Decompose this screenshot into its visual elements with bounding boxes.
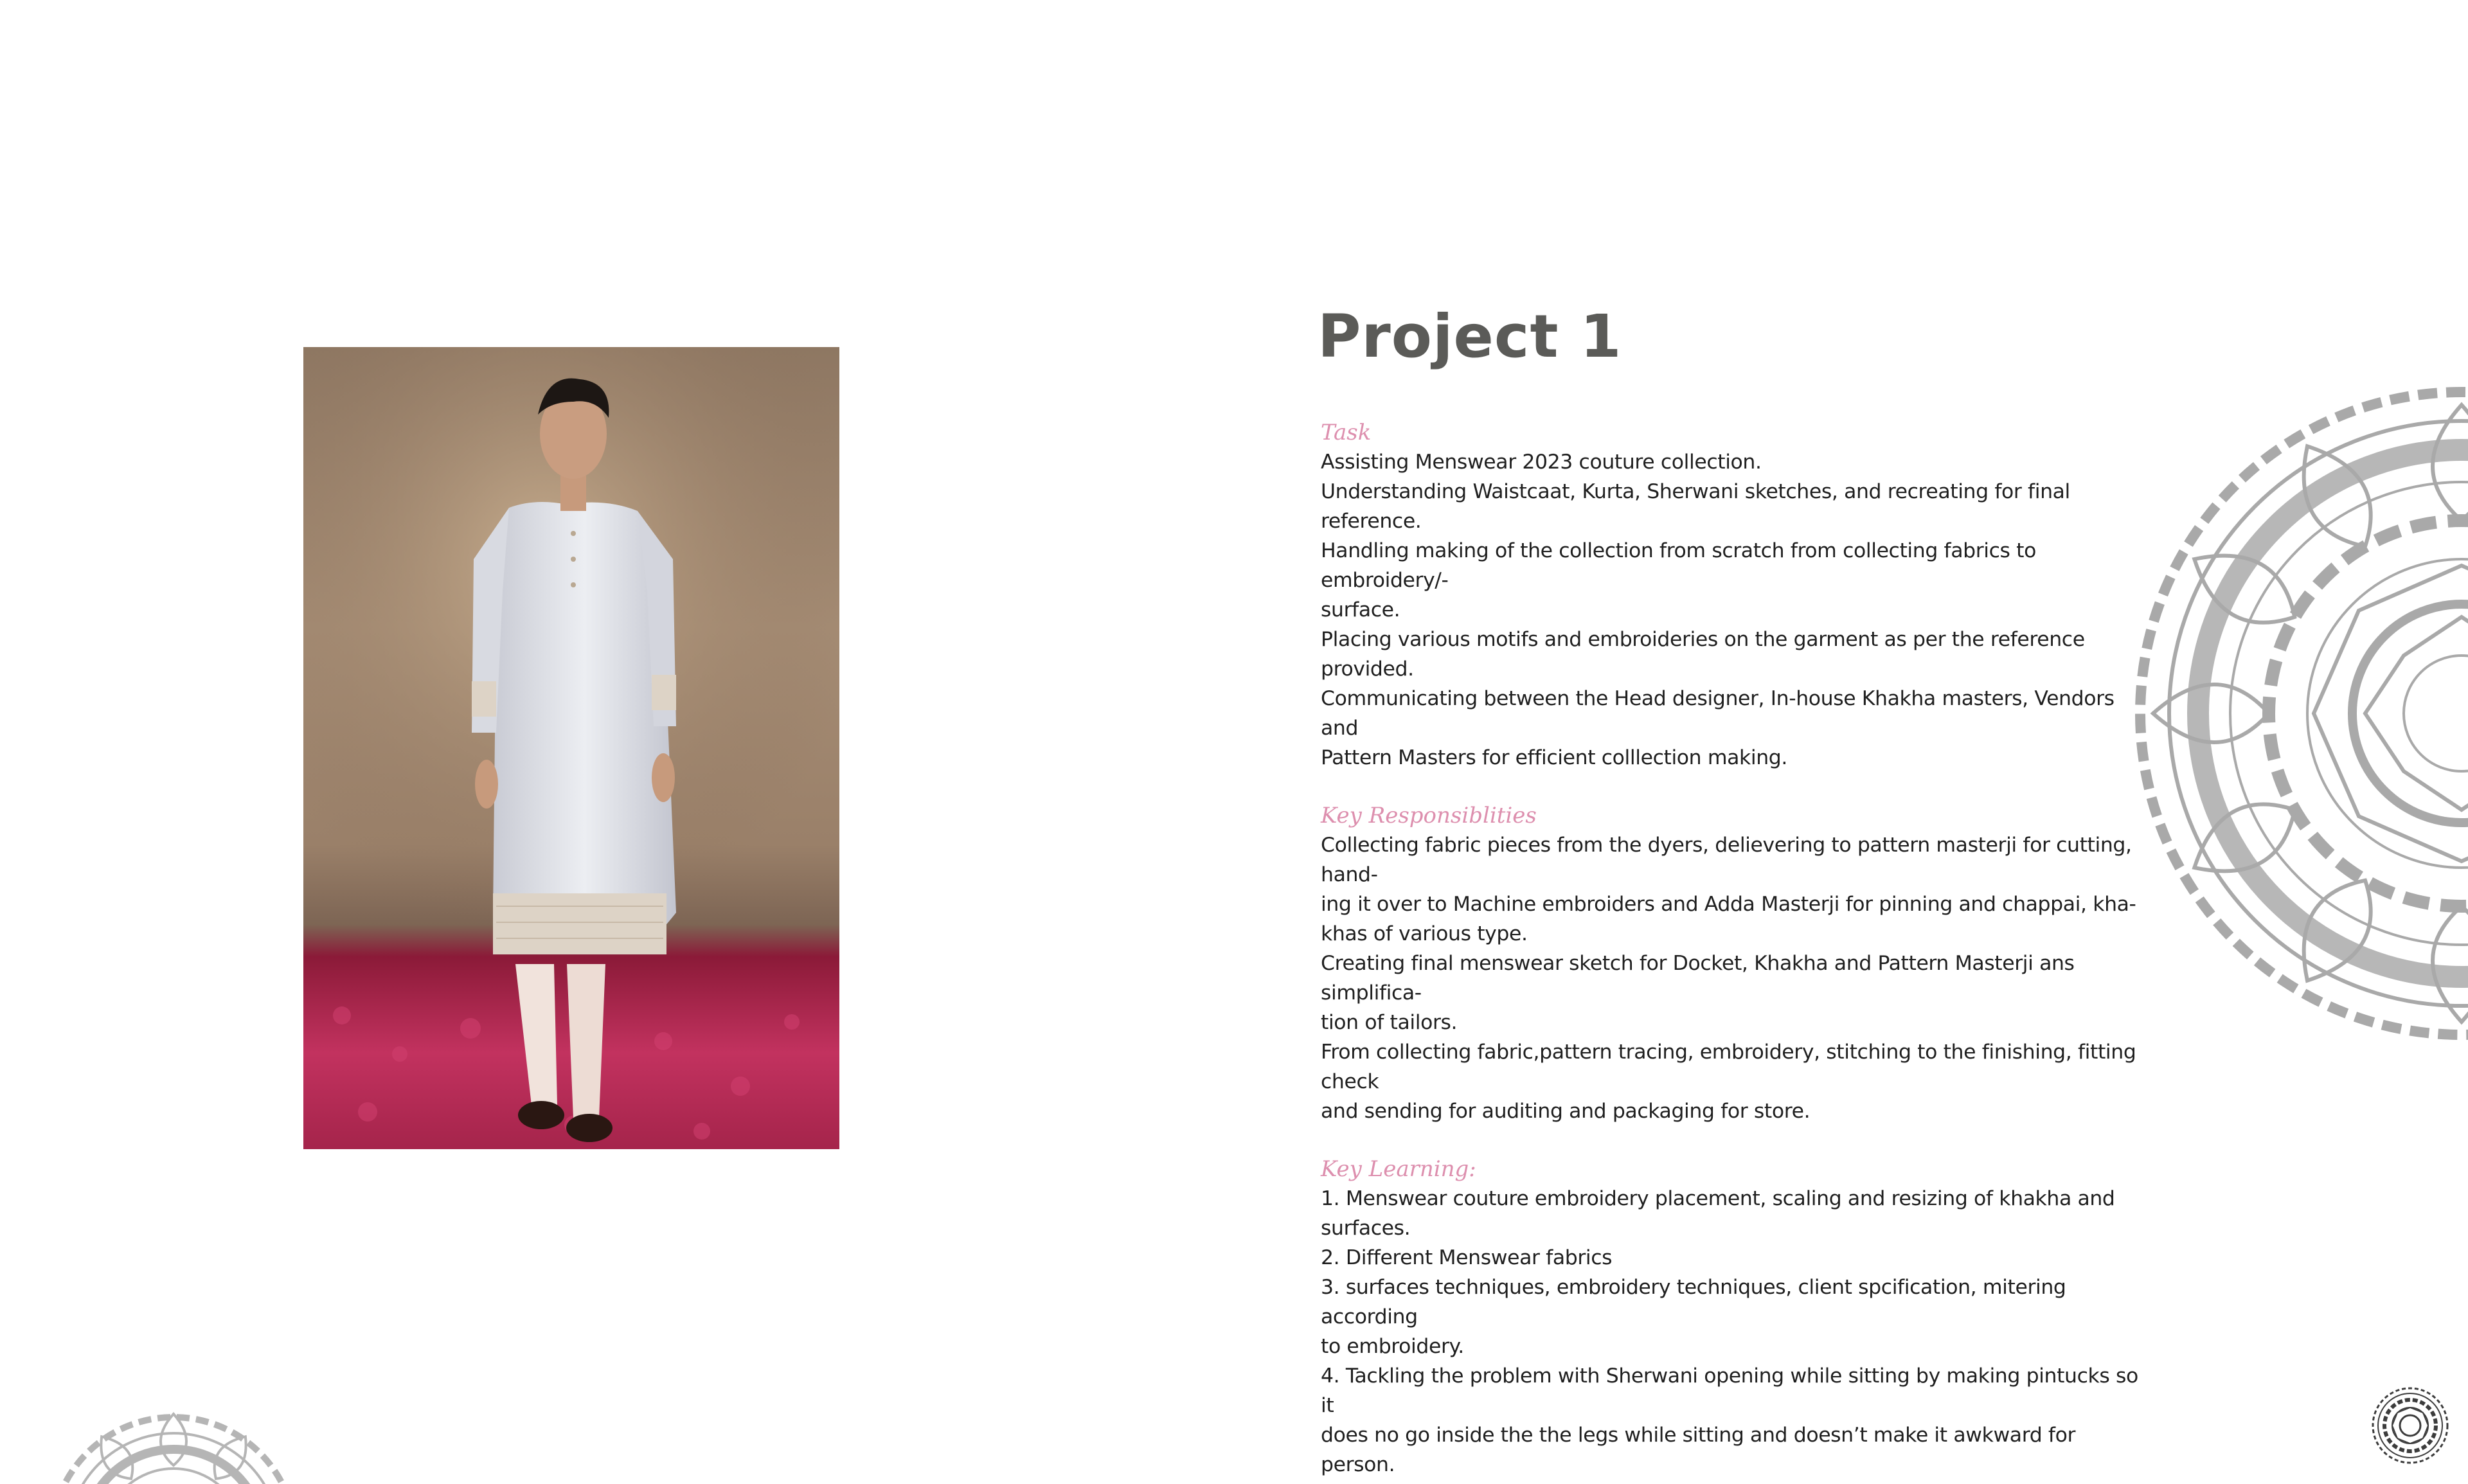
text-line: Understanding Waistcaat, Kurta, Sherwani sketches, and recreating for final reference. xyxy=(1321,480,2070,533)
section-body xyxy=(1321,830,2153,1126)
learning-section xyxy=(1321,1154,2153,1480)
mandala-corner-icon xyxy=(45,1411,302,1484)
task-section xyxy=(1321,418,2153,773)
text-line: tion of tailors. xyxy=(1321,1011,1458,1034)
text-line: 1. Menswear couture embroidery placement, scaling and resizing of khakha and xyxy=(1321,1187,2115,1210)
section-label: Task xyxy=(1321,420,1372,445)
text-line: Pattern Masters for efficient colllection making. xyxy=(1321,746,1788,769)
page-title: Project 1 xyxy=(1318,302,1622,371)
model-photo xyxy=(303,347,839,1149)
seal-logo-icon xyxy=(2370,1386,2450,1465)
text-line: From collecting fabric,pattern tracing, embroidery, stitching to the finishing, fitting check xyxy=(1321,1041,2136,1093)
project-details xyxy=(1321,418,2153,1480)
mandala-decoration-icon xyxy=(2127,386,2468,1041)
text-line: to embroidery. xyxy=(1321,1335,1464,1358)
text-line: surface. xyxy=(1321,598,1400,621)
section-label: Key Responsiblities xyxy=(1321,803,1537,828)
section-label: Key Learning: xyxy=(1321,1156,1476,1182)
text-line: Collecting fabric pieces from the dyers, delievering to pattern masterji for cutting, hand- xyxy=(1321,834,2132,886)
kurta-model-illustration xyxy=(303,347,839,1149)
text-line: khas of various type. xyxy=(1321,922,1528,945)
text-line: Placing various motifs and embroideries on the garment as per the reference provided. xyxy=(1321,628,2085,681)
section-body xyxy=(1321,447,2153,773)
section-body xyxy=(1321,1184,2153,1480)
text-line: and sending for auditing and packaging for store. xyxy=(1321,1100,1811,1123)
text-line: Assisting Menswear 2023 couture collection. xyxy=(1321,451,1762,474)
text-line: does no go inside the the legs while sitting and doesn’t make it awkward for person. xyxy=(1321,1424,2076,1476)
text-line: Creating final menswear sketch for Docket, Khakha and Pattern Masterji ans simplifica- xyxy=(1321,952,2075,1005)
text-line: 4. Tackling the problem with Sherwani opening while sitting by making pintucks so it xyxy=(1321,1364,2138,1417)
text-line: surfaces. xyxy=(1321,1217,1411,1240)
text-line: 2. Different Menswear fabrics xyxy=(1321,1246,1613,1269)
text-line: Communicating between the Head designer, In-house Khakha masters, Vendors and xyxy=(1321,687,2115,740)
responsibilities-section xyxy=(1321,801,2153,1126)
text-line: ing it over to Machine embroiders and Adda Masterji for pinning and chappai, kha- xyxy=(1321,893,2136,916)
text-line: 3. surfaces techniques, embroidery techniques, client spcification, mitering according xyxy=(1321,1276,2066,1328)
text-line: Handling making of the collection from scratch from collecting fabrics to embroidery/- xyxy=(1321,539,2036,592)
